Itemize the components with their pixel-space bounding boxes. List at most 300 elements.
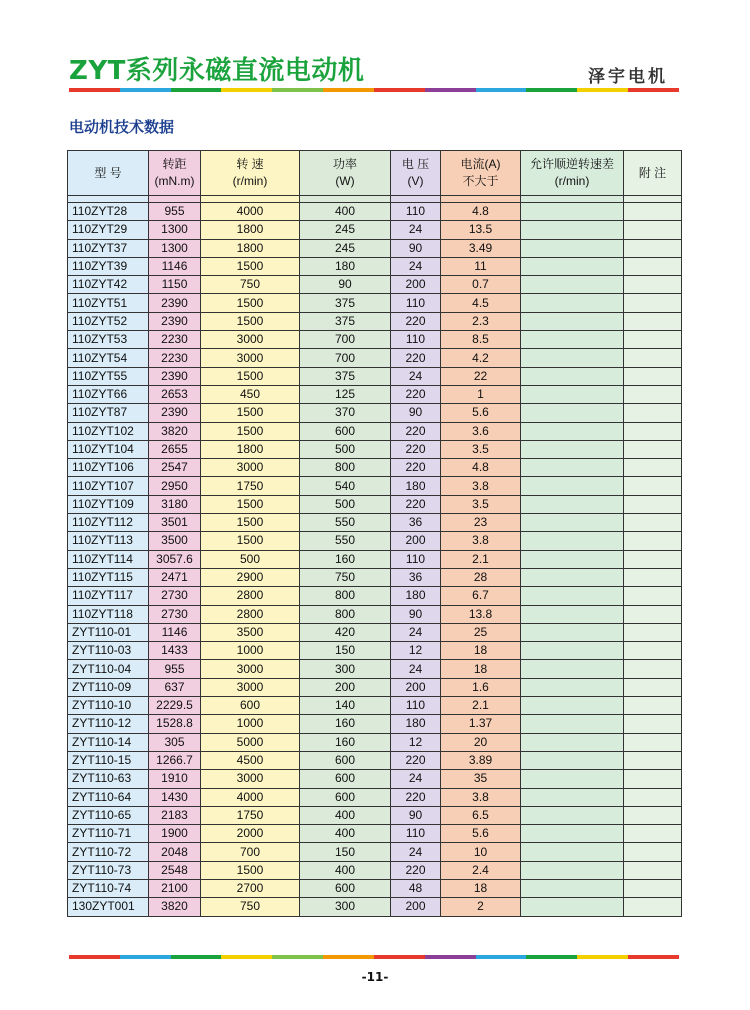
bottom-color-stripe (69, 955, 679, 959)
cell-voltage: 90 (391, 605, 441, 623)
cell-voltage: 200 (391, 276, 441, 294)
cell-power: 700 (300, 349, 391, 367)
cell-current: 3.8 (441, 788, 521, 806)
header-speed-difference: 允许顺逆转速差 (r/min) (521, 151, 624, 196)
cell-speed: 3000 (201, 770, 300, 788)
cell-power: 500 (300, 440, 391, 458)
cell-voltage: 24 (391, 257, 441, 275)
stripe-segment (628, 88, 679, 92)
cell-model: ZYT110-73 (68, 861, 149, 879)
stripe-segment (171, 955, 222, 959)
cell-current: 3.49 (441, 239, 521, 257)
table-row (68, 495, 682, 513)
cell-speed: 1500 (201, 495, 300, 513)
cell-voltage: 220 (391, 440, 441, 458)
cell-model: ZYT110-65 (68, 806, 149, 824)
cell-speed-difference (521, 294, 624, 312)
cell-voltage: 24 (391, 367, 441, 385)
stripe-segment (171, 88, 222, 92)
cell-model: 110ZYT87 (68, 404, 149, 422)
cell-speed-difference (521, 331, 624, 349)
cell-remarks (624, 697, 682, 715)
table-row (68, 385, 682, 403)
cell-torque: 1430 (149, 788, 201, 806)
cell-remarks (624, 276, 682, 294)
table-row (68, 312, 682, 330)
cell-torque: 2548 (149, 861, 201, 879)
cell-voltage: 220 (391, 312, 441, 330)
cell-voltage: 110 (391, 550, 441, 568)
cell-speed-difference (521, 550, 624, 568)
cell-voltage: 110 (391, 294, 441, 312)
stripe-segment (69, 88, 120, 92)
table-row (68, 331, 682, 349)
cell-speed: 4000 (201, 203, 300, 221)
cell-torque: 1150 (149, 276, 201, 294)
cell-remarks (624, 422, 682, 440)
cell-voltage: 180 (391, 477, 441, 495)
cell-speed: 2800 (201, 587, 300, 605)
stripe-segment (628, 955, 679, 959)
cell-current: 5.6 (441, 825, 521, 843)
cell-torque: 2390 (149, 294, 201, 312)
cell-power: 540 (300, 477, 391, 495)
cell-speed: 1800 (201, 221, 300, 239)
cell-speed-difference (521, 642, 624, 660)
cell-model: 110ZYT117 (68, 587, 149, 605)
cell-remarks (624, 568, 682, 586)
cell-speed-difference (521, 623, 624, 641)
cell-speed-difference (521, 733, 624, 751)
cell-torque: 2100 (149, 879, 201, 897)
cell-power: 750 (300, 568, 391, 586)
cell-current: 13.5 (441, 221, 521, 239)
cell-remarks (624, 239, 682, 257)
table-row (68, 532, 682, 550)
cell-power: 400 (300, 825, 391, 843)
cell-remarks (624, 715, 682, 733)
stripe-segment (425, 955, 476, 959)
cell-speed: 1800 (201, 440, 300, 458)
cell-torque: 3820 (149, 422, 201, 440)
cell-remarks (624, 404, 682, 422)
cell-torque: 3180 (149, 495, 201, 513)
table-row (68, 697, 682, 715)
cell-model: 130ZYT001 (68, 898, 149, 916)
cell-torque: 1300 (149, 221, 201, 239)
cell-current: 2.4 (441, 861, 521, 879)
cell-current: 3.5 (441, 440, 521, 458)
table-row (68, 440, 682, 458)
table-row (68, 257, 682, 275)
cell-torque: 3820 (149, 898, 201, 916)
cell-remarks (624, 806, 682, 824)
cell-remarks (624, 733, 682, 751)
stripe-segment (476, 88, 527, 92)
cell-speed-difference (521, 605, 624, 623)
cell-remarks (624, 898, 682, 916)
cell-model: ZYT110-15 (68, 751, 149, 769)
cell-speed: 1000 (201, 642, 300, 660)
cell-power: 245 (300, 239, 391, 257)
cell-torque: 2471 (149, 568, 201, 586)
cell-current: 1.37 (441, 715, 521, 733)
cell-torque: 3057.6 (149, 550, 201, 568)
cell-remarks (624, 605, 682, 623)
stripe-segment (526, 88, 577, 92)
cell-model: 110ZYT29 (68, 221, 149, 239)
cell-model: 110ZYT114 (68, 550, 149, 568)
cell-remarks (624, 861, 682, 879)
stripe-segment (577, 955, 628, 959)
table-row (68, 715, 682, 733)
cell-voltage: 24 (391, 221, 441, 239)
cell-power: 400 (300, 806, 391, 824)
table-row (68, 605, 682, 623)
cell-model: 110ZYT113 (68, 532, 149, 550)
cell-current: 3.8 (441, 477, 521, 495)
header-remarks: 附 注 (624, 151, 682, 196)
page-title: ZYT系列永磁直流电动机 (69, 56, 365, 86)
cell-remarks (624, 550, 682, 568)
table-header-row (68, 151, 682, 196)
cell-model: 110ZYT66 (68, 385, 149, 403)
cell-current: 1.6 (441, 678, 521, 696)
cell-speed: 1500 (201, 404, 300, 422)
table-row (68, 751, 682, 769)
cell-model: 110ZYT109 (68, 495, 149, 513)
table-body (68, 203, 682, 917)
cell-torque: 1146 (149, 257, 201, 275)
top-color-stripe (69, 88, 679, 92)
cell-torque: 637 (149, 678, 201, 696)
cell-speed: 4500 (201, 751, 300, 769)
cell-current: 0.7 (441, 276, 521, 294)
cell-model: 110ZYT115 (68, 568, 149, 586)
cell-speed: 3500 (201, 623, 300, 641)
cell-torque: 2390 (149, 312, 201, 330)
cell-torque: 2183 (149, 806, 201, 824)
cell-voltage: 200 (391, 532, 441, 550)
cell-speed: 5000 (201, 733, 300, 751)
table-row (68, 367, 682, 385)
table-row (68, 825, 682, 843)
cell-power: 375 (300, 367, 391, 385)
stripe-segment (221, 955, 272, 959)
cell-speed-difference (521, 587, 624, 605)
cell-power: 150 (300, 642, 391, 660)
cell-remarks (624, 660, 682, 678)
cell-power: 800 (300, 605, 391, 623)
header-speed: 转 速 (r/min) (201, 151, 300, 196)
cell-torque: 2547 (149, 459, 201, 477)
cell-current: 3.5 (441, 495, 521, 513)
cell-speed: 750 (201, 276, 300, 294)
cell-power: 600 (300, 788, 391, 806)
section-title: 电动机技术数据 (69, 118, 175, 136)
cell-current: 3.89 (441, 751, 521, 769)
cell-torque: 2655 (149, 440, 201, 458)
cell-model: ZYT110-63 (68, 770, 149, 788)
cell-torque: 2230 (149, 349, 201, 367)
cell-current: 18 (441, 660, 521, 678)
cell-voltage: 220 (391, 495, 441, 513)
cell-torque: 2390 (149, 404, 201, 422)
cell-voltage: 220 (391, 861, 441, 879)
table-row (68, 898, 682, 916)
cell-model: ZYT110-03 (68, 642, 149, 660)
table-row (68, 861, 682, 879)
cell-remarks (624, 477, 682, 495)
cell-voltage: 200 (391, 898, 441, 916)
stripe-segment (69, 955, 120, 959)
cell-speed: 1500 (201, 294, 300, 312)
table-row (68, 239, 682, 257)
cell-current: 2.3 (441, 312, 521, 330)
brand-name: 泽宇电机 (588, 67, 668, 87)
cell-model: ZYT110-71 (68, 825, 149, 843)
cell-current: 35 (441, 770, 521, 788)
cell-speed-difference (521, 495, 624, 513)
table-row (68, 349, 682, 367)
cell-power: 550 (300, 514, 391, 532)
cell-remarks (624, 331, 682, 349)
stripe-segment (323, 88, 374, 92)
stripe-segment (120, 88, 171, 92)
cell-speed: 1500 (201, 257, 300, 275)
cell-speed-difference (521, 349, 624, 367)
cell-torque: 1910 (149, 770, 201, 788)
cell-speed-difference (521, 788, 624, 806)
header-power: 功率 (W) (300, 151, 391, 196)
cell-torque: 1300 (149, 239, 201, 257)
cell-speed-difference (521, 440, 624, 458)
cell-remarks (624, 623, 682, 641)
cell-power: 700 (300, 331, 391, 349)
header-voltage: 电 压 (V) (391, 151, 441, 196)
table-row (68, 477, 682, 495)
cell-current: 4.2 (441, 349, 521, 367)
cell-torque: 955 (149, 203, 201, 221)
cell-torque: 1900 (149, 825, 201, 843)
table-row (68, 843, 682, 861)
cell-voltage: 90 (391, 239, 441, 257)
cell-current: 2 (441, 898, 521, 916)
cell-remarks (624, 514, 682, 532)
cell-voltage: 220 (391, 422, 441, 440)
cell-speed-difference (521, 367, 624, 385)
cell-speed: 1500 (201, 532, 300, 550)
cell-power: 180 (300, 257, 391, 275)
table-row (68, 806, 682, 824)
cell-voltage: 12 (391, 642, 441, 660)
cell-current: 6.5 (441, 806, 521, 824)
stripe-segment (323, 955, 374, 959)
cell-speed: 2000 (201, 825, 300, 843)
cell-speed: 500 (201, 550, 300, 568)
cell-voltage: 220 (391, 385, 441, 403)
cell-speed-difference (521, 532, 624, 550)
stripe-segment (374, 88, 425, 92)
cell-torque: 1433 (149, 642, 201, 660)
cell-model: 110ZYT118 (68, 605, 149, 623)
table-row (68, 459, 682, 477)
cell-power: 200 (300, 678, 391, 696)
cell-power: 90 (300, 276, 391, 294)
cell-torque: 3501 (149, 514, 201, 532)
page-number: -11- (361, 970, 389, 984)
cell-remarks (624, 294, 682, 312)
cell-power: 160 (300, 733, 391, 751)
cell-current: 6.7 (441, 587, 521, 605)
table-row (68, 733, 682, 751)
cell-torque: 1528.8 (149, 715, 201, 733)
cell-speed: 3000 (201, 660, 300, 678)
cell-voltage: 24 (391, 770, 441, 788)
cell-remarks (624, 879, 682, 897)
cell-power: 245 (300, 221, 391, 239)
cell-remarks (624, 367, 682, 385)
cell-speed: 1750 (201, 477, 300, 495)
cell-current: 10 (441, 843, 521, 861)
stripe-segment (425, 88, 476, 92)
table-row (68, 642, 682, 660)
cell-torque: 2230 (149, 331, 201, 349)
stripe-segment (272, 955, 323, 959)
stripe-segment (374, 955, 425, 959)
cell-current: 13.8 (441, 605, 521, 623)
cell-remarks (624, 642, 682, 660)
cell-power: 375 (300, 312, 391, 330)
cell-remarks (624, 825, 682, 843)
cell-current: 8.5 (441, 331, 521, 349)
cell-power: 420 (300, 623, 391, 641)
cell-speed-difference (521, 422, 624, 440)
cell-torque: 2730 (149, 587, 201, 605)
table-row (68, 623, 682, 641)
stripe-segment (272, 88, 323, 92)
cell-voltage: 48 (391, 879, 441, 897)
cell-power: 160 (300, 715, 391, 733)
cell-speed: 4000 (201, 788, 300, 806)
cell-power: 600 (300, 770, 391, 788)
cell-remarks (624, 587, 682, 605)
table-row (68, 404, 682, 422)
header-current: 电流(A) 不大于 (441, 151, 521, 196)
cell-model: 110ZYT104 (68, 440, 149, 458)
cell-model: ZYT110-14 (68, 733, 149, 751)
table-row (68, 294, 682, 312)
cell-power: 150 (300, 843, 391, 861)
cell-power: 160 (300, 550, 391, 568)
cell-speed-difference (521, 312, 624, 330)
cell-power: 500 (300, 495, 391, 513)
stripe-segment (120, 955, 171, 959)
cell-voltage: 110 (391, 331, 441, 349)
table-row (68, 221, 682, 239)
cell-voltage: 36 (391, 514, 441, 532)
cell-remarks (624, 221, 682, 239)
stripe-segment (221, 88, 272, 92)
cell-remarks (624, 257, 682, 275)
cell-remarks (624, 495, 682, 513)
table-row (68, 514, 682, 532)
cell-torque: 1146 (149, 623, 201, 641)
stripe-segment (577, 88, 628, 92)
cell-voltage: 36 (391, 568, 441, 586)
cell-model: ZYT110-74 (68, 879, 149, 897)
cell-model: ZYT110-10 (68, 697, 149, 715)
cell-remarks (624, 459, 682, 477)
table-row (68, 203, 682, 221)
cell-speed: 2800 (201, 605, 300, 623)
cell-model: 110ZYT37 (68, 239, 149, 257)
cell-speed-difference (521, 898, 624, 916)
cell-speed-difference (521, 239, 624, 257)
cell-speed: 1500 (201, 861, 300, 879)
table-row (68, 879, 682, 897)
cell-current: 4.8 (441, 203, 521, 221)
cell-speed: 2900 (201, 568, 300, 586)
cell-model: 110ZYT107 (68, 477, 149, 495)
cell-voltage: 24 (391, 623, 441, 641)
cell-speed: 1500 (201, 367, 300, 385)
table-row (68, 587, 682, 605)
stripe-segment (526, 955, 577, 959)
motor-data-table (67, 150, 682, 917)
cell-speed-difference (521, 404, 624, 422)
cell-remarks (624, 203, 682, 221)
cell-voltage: 90 (391, 404, 441, 422)
cell-speed: 450 (201, 385, 300, 403)
cell-model: 110ZYT106 (68, 459, 149, 477)
cell-power: 375 (300, 294, 391, 312)
cell-torque: 2229.5 (149, 697, 201, 715)
cell-model: ZYT110-12 (68, 715, 149, 733)
cell-model: 110ZYT39 (68, 257, 149, 275)
cell-speed-difference (521, 514, 624, 532)
cell-speed-difference (521, 477, 624, 495)
cell-voltage: 220 (391, 349, 441, 367)
cell-power: 600 (300, 879, 391, 897)
cell-voltage: 24 (391, 660, 441, 678)
cell-model: 110ZYT54 (68, 349, 149, 367)
cell-speed: 3000 (201, 678, 300, 696)
table-row (68, 422, 682, 440)
table-row (68, 678, 682, 696)
table-row (68, 660, 682, 678)
cell-speed-difference (521, 678, 624, 696)
cell-speed: 750 (201, 898, 300, 916)
cell-torque: 305 (149, 733, 201, 751)
cell-voltage: 180 (391, 587, 441, 605)
cell-speed: 1000 (201, 715, 300, 733)
cell-current: 3.6 (441, 422, 521, 440)
cell-speed: 1750 (201, 806, 300, 824)
cell-speed: 600 (201, 697, 300, 715)
cell-current: 5.6 (441, 404, 521, 422)
cell-voltage: 180 (391, 715, 441, 733)
cell-speed: 1500 (201, 514, 300, 532)
cell-model: 110ZYT53 (68, 331, 149, 349)
cell-current: 2.1 (441, 697, 521, 715)
cell-power: 300 (300, 898, 391, 916)
cell-model: 110ZYT102 (68, 422, 149, 440)
cell-remarks (624, 349, 682, 367)
header-torque: 转距 (mN.m) (149, 151, 201, 196)
cell-power: 400 (300, 203, 391, 221)
cell-voltage: 110 (391, 697, 441, 715)
